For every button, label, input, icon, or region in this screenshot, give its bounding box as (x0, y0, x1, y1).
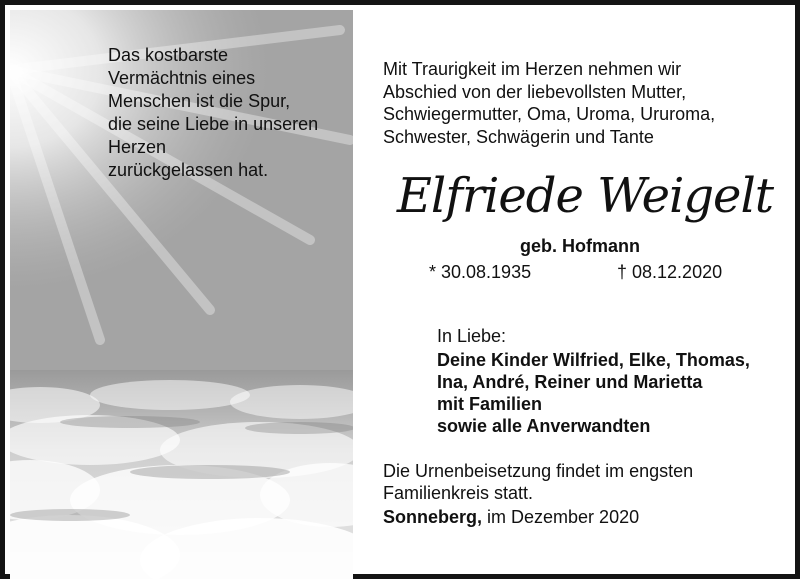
death-date: † 08.12.2020 (617, 262, 723, 282)
maiden-name: geb. Hofmann (520, 236, 640, 256)
quote-line: Vermächtnis eines (108, 68, 256, 88)
quote-line: zurückgelassen hat. (108, 160, 269, 180)
quote-line: Menschen ist die Spur, (108, 91, 291, 111)
deceased-name: Elfriede Weigelt (396, 168, 774, 224)
place-date-line (383, 507, 639, 528)
birth-date: * 30.08.1935 (429, 262, 532, 282)
closing-date: im Dezember 2020 (487, 507, 640, 527)
memorial-quote (108, 44, 358, 182)
quote-line: Herzen (108, 137, 167, 157)
mourners-label: In Liebe: (437, 326, 507, 346)
service-notice (383, 460, 693, 504)
place-name: Sonneberg, (383, 507, 483, 527)
mourners-line: Ina, André, Reiner und Marietta (437, 372, 703, 392)
mourners-list (437, 349, 750, 437)
mourners-line: Deine Kinder Wilfried, Elke, Thomas, (437, 350, 750, 370)
quote-line: die seine Liebe in unseren (108, 114, 319, 134)
service-line: Familienkreis statt. (383, 483, 534, 503)
mourners-line: sowie alle Anverwandten (437, 416, 651, 436)
intro-line: Abschied von der liebevollsten Mutter, (383, 81, 687, 102)
quote-line: Das kostbarste (108, 45, 229, 65)
intro-line: Schwiegermutter, Oma, Uroma, Ururoma, (383, 104, 716, 124)
mourners-line: mit Familien (437, 394, 543, 414)
service-line: Die Urnenbeisetzung findet im engsten (383, 461, 694, 481)
intro-line: Schwester, Schwägerin und Tante (383, 126, 654, 147)
intro-text (383, 58, 783, 148)
intro-line: Mit Traurigkeit im Herzen nehmen wir (383, 59, 682, 79)
